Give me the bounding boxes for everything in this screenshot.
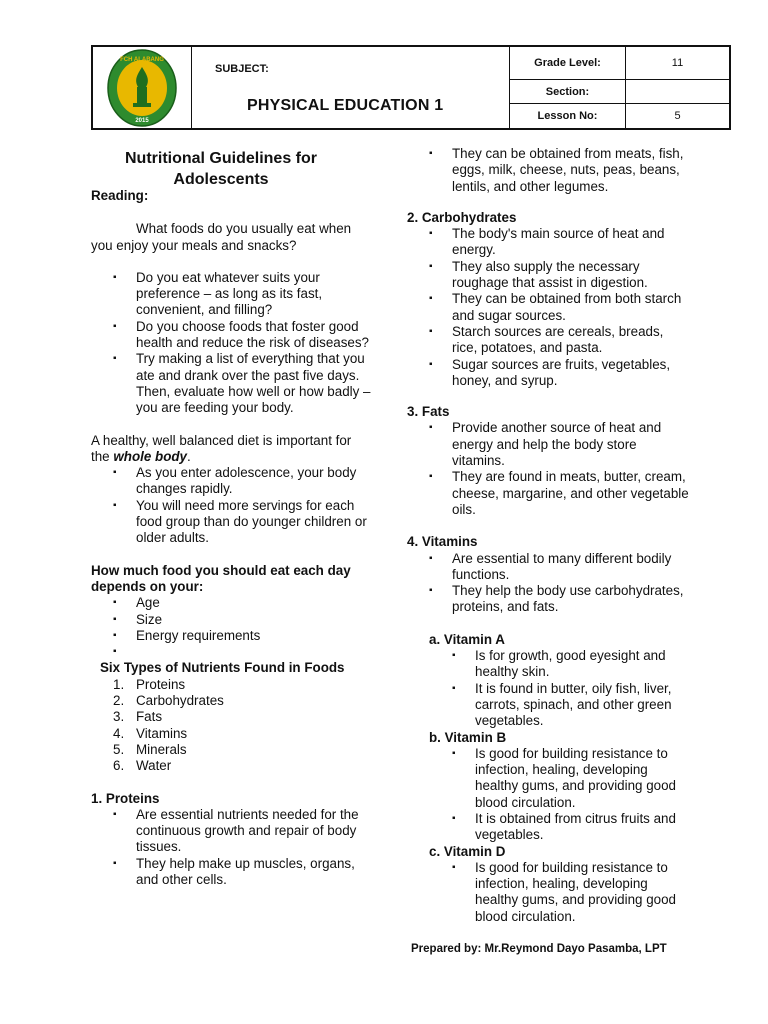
grade-label: Grade Level: (510, 47, 626, 79)
list-item: ▪ Do you choose foods that foster good health and reduce the risk of diseases? (91, 319, 371, 352)
list-item: ▪ They are found in meats, butter, cream, cheese, margarine, and other vegetable oils. (407, 469, 692, 518)
list-item: ▪ Is good for building resistance to infection, healing, developing healthy gums, and providing good blood circulation. (407, 746, 692, 811)
list-item: 4. Vitamins (113, 725, 188, 741)
lesson-row (510, 104, 730, 128)
grade-row (510, 47, 730, 80)
list-item: ▪ Size (91, 612, 371, 628)
logo-cell (93, 47, 192, 128)
list-item: ▪ As you enter adolescence, your body changes rapidly. (91, 465, 371, 498)
list-item: ▪ Are essential to many different bodily functions. (407, 551, 692, 584)
grade-value: 11 (671, 57, 684, 69)
diet-end: . (187, 448, 191, 464)
vitamin-a-heading: a. Vitamin A (429, 631, 505, 647)
list-item: ▪ Starch sources are cereals, breads, rice, potatoes, and pasta. (407, 324, 692, 357)
lesson-label: Lesson No: (510, 104, 626, 128)
proteins-list (91, 807, 371, 888)
diet-emphasis: whole body (113, 448, 188, 464)
vitamin-d-list (407, 860, 692, 925)
carbs-heading: 2. Carbohydrates (407, 209, 517, 225)
subject-label: SUBJECT: (215, 63, 269, 75)
list-item: ▪ It is obtained from citrus fruits and vegetables. (407, 811, 692, 844)
depends-heading: How much food you should eat each day depends on your: (91, 562, 351, 594)
intro-paragraph: What foods do you usually eat when you enjoy your meals and snacks? (91, 221, 352, 253)
fats-heading: 3. Fats (407, 404, 450, 420)
left-column (91, 148, 371, 888)
questions-list (91, 270, 371, 417)
vitamin-d-heading: c. Vitamin D (429, 843, 506, 859)
reading-label: Reading: (91, 188, 149, 203)
vitamin-b-heading: b. Vitamin B (429, 729, 507, 745)
list-item: ▪ Sugar sources are fruits, vegetables, honey, and syrup. (407, 357, 692, 390)
logo-year: 2015 (135, 118, 149, 124)
right-column (407, 146, 692, 925)
vitamin-b-list (407, 746, 692, 844)
list-item: ▪ Is good for building resistance to infection, healing, developing healthy gums, and providing good blood circulation. (407, 860, 692, 925)
vitamins-heading: 4. Vitamins (407, 534, 478, 550)
list-item: ▪ Do you eat whatever suits your preference – as long as its fast, convenient, and filling? (91, 270, 371, 319)
prepared-by: Prepared by: Mr.Reymond Dayo Pasamba, LPT (411, 943, 667, 955)
section-row (510, 80, 730, 104)
list-item: 1. Proteins (113, 676, 186, 692)
list-item: ▪ They help make up muscles, organs, and other cells. (91, 856, 371, 889)
logo-text: FCH ALABANG (120, 57, 164, 63)
list-item: ▪ Is for growth, good eyesight and healthy skin. (407, 648, 692, 681)
subject-title: PHYSICAL EDUCATION 1 (247, 97, 444, 114)
section-value (625, 80, 730, 103)
page-title: Nutritional Guidelines for Adolescents (124, 150, 317, 188)
six-types-list (91, 677, 371, 775)
section-label: Section: (510, 80, 626, 103)
fats-list (407, 420, 692, 518)
vitamins-list (407, 551, 692, 616)
list-item: 6. Water (113, 758, 172, 774)
list-item: ▪ You will need more servings for each food group than do younger children or older adults. (91, 498, 371, 547)
info-grid (509, 47, 730, 128)
diet-text: A healthy, well balanced diet is important for the (91, 432, 352, 464)
vitamin-a-list (407, 648, 692, 729)
school-logo (93, 47, 191, 128)
list-item: ▪ They can be obtained from both starch and sugar sources. (407, 291, 692, 324)
list-item: 2. Carbohydrates (113, 693, 224, 709)
list-item: ▪ Provide another source of heat and energy and help the body store vitamins. (407, 420, 692, 469)
lesson-value: 5 (674, 110, 681, 122)
list-item: ▪ Energy requirements (91, 628, 371, 644)
list-item: ▪ It is found in butter, oily fish, liver, carrots, spinach, and other green vegetables. (407, 681, 692, 730)
depends-list (91, 595, 371, 660)
list-item: ▪ Age (91, 595, 371, 611)
carbs-list (407, 226, 692, 389)
list-item: ▪ They help the body use carbohydrates, proteins, and fats. (407, 583, 692, 616)
header-table (91, 45, 731, 130)
list-item (91, 644, 371, 660)
six-types-heading: Six Types of Nutrients Found in Foods (100, 660, 345, 676)
list-item: ▪ The body's main source of heat and energy. (407, 226, 692, 259)
list-item: 5. Minerals (113, 741, 187, 757)
diet-paragraph (91, 433, 371, 466)
diet-list (91, 465, 371, 546)
proteins-continued-list (407, 146, 692, 195)
list-item: 3. Fats (113, 709, 163, 725)
proteins-heading: 1. Proteins (91, 790, 160, 806)
list-item: ▪ They also supply the necessary roughage that assist in digestion. (407, 259, 692, 292)
list-item: ▪ They can be obtained from meats, fish, eggs, milk, cheese, nuts, peas, beans, lentils, and other legumes. (407, 146, 692, 195)
list-item: ▪ Are essential nutrients needed for the continuous growth and repair of body tissues. (91, 807, 371, 856)
list-item: ▪ Try making a list of everything that you ate and drank over the past five days. Then, evaluate how well or how badly – you are feeding your body. (91, 351, 371, 416)
